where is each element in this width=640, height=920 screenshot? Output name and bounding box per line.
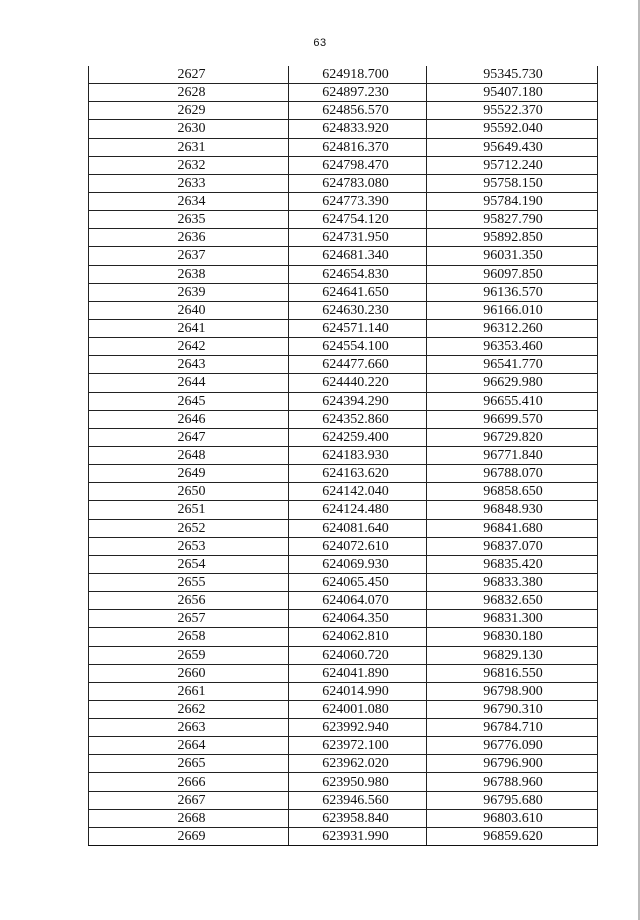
table-row	[89, 719, 598, 737]
row-number-cell: 2665	[89, 755, 289, 773]
x-coordinate-cell: 624571.140	[289, 319, 427, 337]
x-coordinate-cell: 623972.100	[289, 737, 427, 755]
row-number-cell: 2638	[89, 265, 289, 283]
row-number-cell: 2654	[89, 555, 289, 573]
x-coordinate-cell: 624654.830	[289, 265, 427, 283]
row-number-cell: 2657	[89, 610, 289, 628]
row-number-cell: 2628	[89, 84, 289, 102]
x-coordinate-cell: 624081.640	[289, 519, 427, 537]
table-row	[89, 229, 598, 247]
y-coordinate-cell: 96629.980	[427, 374, 598, 392]
row-number-cell: 2647	[89, 428, 289, 446]
y-coordinate-cell: 96771.840	[427, 446, 598, 464]
row-number-cell: 2635	[89, 211, 289, 229]
x-coordinate-cell: 624681.340	[289, 247, 427, 265]
x-coordinate-cell: 624440.220	[289, 374, 427, 392]
table-row	[89, 392, 598, 410]
x-coordinate-cell: 623950.980	[289, 773, 427, 791]
table-row	[89, 700, 598, 718]
row-number-cell: 2660	[89, 664, 289, 682]
y-coordinate-cell: 96795.680	[427, 791, 598, 809]
table-row	[89, 537, 598, 555]
row-number-cell: 2659	[89, 646, 289, 664]
y-coordinate-cell: 96829.130	[427, 646, 598, 664]
table-row	[89, 646, 598, 664]
x-coordinate-cell: 624064.070	[289, 592, 427, 610]
x-coordinate-cell: 624554.100	[289, 338, 427, 356]
table-row	[89, 519, 598, 537]
table-row	[89, 465, 598, 483]
y-coordinate-cell: 96097.850	[427, 265, 598, 283]
table-row	[89, 428, 598, 446]
row-number-cell: 2633	[89, 174, 289, 192]
row-number-cell: 2649	[89, 465, 289, 483]
y-coordinate-cell: 95345.730	[427, 66, 598, 84]
y-coordinate-cell: 96798.900	[427, 682, 598, 700]
y-coordinate-cell: 95712.240	[427, 156, 598, 174]
row-number-cell: 2627	[89, 66, 289, 84]
table-row	[89, 356, 598, 374]
x-coordinate-cell: 623931.990	[289, 827, 427, 845]
table-row	[89, 120, 598, 138]
row-number-cell: 2631	[89, 138, 289, 156]
row-number-cell: 2648	[89, 446, 289, 464]
y-coordinate-cell: 95649.430	[427, 138, 598, 156]
y-coordinate-cell: 96833.380	[427, 573, 598, 591]
y-coordinate-cell: 96841.680	[427, 519, 598, 537]
x-coordinate-cell: 624630.230	[289, 301, 427, 319]
y-coordinate-cell: 95784.190	[427, 192, 598, 210]
x-coordinate-cell: 624816.370	[289, 138, 427, 156]
x-coordinate-cell: 624731.950	[289, 229, 427, 247]
table-row	[89, 483, 598, 501]
y-coordinate-cell: 96166.010	[427, 301, 598, 319]
row-number-cell: 2646	[89, 410, 289, 428]
x-coordinate-cell: 624754.120	[289, 211, 427, 229]
row-number-cell: 2640	[89, 301, 289, 319]
coordinates-table-body	[89, 66, 598, 846]
x-coordinate-cell: 624394.290	[289, 392, 427, 410]
x-coordinate-cell: 624477.660	[289, 356, 427, 374]
y-coordinate-cell: 96816.550	[427, 664, 598, 682]
row-number-cell: 2661	[89, 682, 289, 700]
page-number: 63	[313, 37, 327, 49]
x-coordinate-cell: 624352.860	[289, 410, 427, 428]
row-number-cell: 2641	[89, 319, 289, 337]
table-row	[89, 682, 598, 700]
x-coordinate-cell: 624001.080	[289, 700, 427, 718]
x-coordinate-cell: 624833.920	[289, 120, 427, 138]
y-coordinate-cell: 96848.930	[427, 501, 598, 519]
x-coordinate-cell: 624064.350	[289, 610, 427, 628]
x-coordinate-cell: 624918.700	[289, 66, 427, 84]
x-coordinate-cell: 623946.560	[289, 791, 427, 809]
x-coordinate-cell: 624041.890	[289, 664, 427, 682]
table-row	[89, 265, 598, 283]
table-row	[89, 827, 598, 845]
y-coordinate-cell: 95827.790	[427, 211, 598, 229]
table-row	[89, 211, 598, 229]
row-number-cell: 2639	[89, 283, 289, 301]
table-row	[89, 84, 598, 102]
x-coordinate-cell: 624183.930	[289, 446, 427, 464]
x-coordinate-cell: 624060.720	[289, 646, 427, 664]
row-number-cell: 2667	[89, 791, 289, 809]
y-coordinate-cell: 96832.650	[427, 592, 598, 610]
y-coordinate-cell: 96655.410	[427, 392, 598, 410]
row-number-cell: 2652	[89, 519, 289, 537]
table-row	[89, 174, 598, 192]
y-coordinate-cell: 95407.180	[427, 84, 598, 102]
row-number-cell: 2669	[89, 827, 289, 845]
table-row	[89, 283, 598, 301]
y-coordinate-cell: 96858.650	[427, 483, 598, 501]
row-number-cell: 2664	[89, 737, 289, 755]
table-row	[89, 156, 598, 174]
table-row	[89, 501, 598, 519]
table-row	[89, 301, 598, 319]
row-number-cell: 2637	[89, 247, 289, 265]
row-number-cell: 2629	[89, 102, 289, 120]
row-number-cell: 2643	[89, 356, 289, 374]
x-coordinate-cell: 624773.390	[289, 192, 427, 210]
table-row	[89, 809, 598, 827]
row-number-cell: 2655	[89, 573, 289, 591]
y-coordinate-cell: 96541.770	[427, 356, 598, 374]
coordinates-table	[88, 66, 598, 846]
y-coordinate-cell: 96699.570	[427, 410, 598, 428]
row-number-cell: 2644	[89, 374, 289, 392]
row-number-cell: 2642	[89, 338, 289, 356]
y-coordinate-cell: 96835.420	[427, 555, 598, 573]
table-row	[89, 592, 598, 610]
x-coordinate-cell: 624783.080	[289, 174, 427, 192]
row-number-cell: 2666	[89, 773, 289, 791]
table-row	[89, 628, 598, 646]
table-row	[89, 138, 598, 156]
row-number-cell: 2668	[89, 809, 289, 827]
y-coordinate-cell: 96837.070	[427, 537, 598, 555]
row-number-cell: 2663	[89, 719, 289, 737]
table-row	[89, 446, 598, 464]
y-coordinate-cell: 95592.040	[427, 120, 598, 138]
y-coordinate-cell: 96788.960	[427, 773, 598, 791]
row-number-cell: 2662	[89, 700, 289, 718]
table-row	[89, 610, 598, 628]
y-coordinate-cell: 96790.310	[427, 700, 598, 718]
y-coordinate-cell: 96729.820	[427, 428, 598, 446]
table-row	[89, 573, 598, 591]
y-coordinate-cell: 95522.370	[427, 102, 598, 120]
row-number-cell: 2651	[89, 501, 289, 519]
row-number-cell: 2645	[89, 392, 289, 410]
table-row	[89, 737, 598, 755]
table-row	[89, 338, 598, 356]
x-coordinate-cell: 624142.040	[289, 483, 427, 501]
row-number-cell: 2632	[89, 156, 289, 174]
row-number-cell: 2656	[89, 592, 289, 610]
table-row	[89, 247, 598, 265]
y-coordinate-cell: 96788.070	[427, 465, 598, 483]
x-coordinate-cell: 624897.230	[289, 84, 427, 102]
table-row	[89, 374, 598, 392]
table-row	[89, 102, 598, 120]
row-number-cell: 2658	[89, 628, 289, 646]
row-number-cell: 2636	[89, 229, 289, 247]
x-coordinate-cell: 624065.450	[289, 573, 427, 591]
table-row	[89, 192, 598, 210]
y-coordinate-cell: 96796.900	[427, 755, 598, 773]
y-coordinate-cell: 96031.350	[427, 247, 598, 265]
table-row	[89, 791, 598, 809]
y-coordinate-cell: 96136.570	[427, 283, 598, 301]
x-coordinate-cell: 624259.400	[289, 428, 427, 446]
y-coordinate-cell: 96312.260	[427, 319, 598, 337]
x-coordinate-cell: 623962.020	[289, 755, 427, 773]
row-number-cell: 2634	[89, 192, 289, 210]
table-row	[89, 755, 598, 773]
y-coordinate-cell: 96353.460	[427, 338, 598, 356]
y-coordinate-cell: 95758.150	[427, 174, 598, 192]
x-coordinate-cell: 624641.650	[289, 283, 427, 301]
y-coordinate-cell: 96784.710	[427, 719, 598, 737]
y-coordinate-cell: 96830.180	[427, 628, 598, 646]
table-row	[89, 773, 598, 791]
x-coordinate-cell: 624163.620	[289, 465, 427, 483]
y-coordinate-cell: 95892.850	[427, 229, 598, 247]
y-coordinate-cell: 96859.620	[427, 827, 598, 845]
x-coordinate-cell: 624798.470	[289, 156, 427, 174]
table-row	[89, 555, 598, 573]
x-coordinate-cell: 624072.610	[289, 537, 427, 555]
table-row	[89, 319, 598, 337]
x-coordinate-cell: 624062.810	[289, 628, 427, 646]
row-number-cell: 2630	[89, 120, 289, 138]
table-row	[89, 664, 598, 682]
table-row	[89, 410, 598, 428]
x-coordinate-cell: 624069.930	[289, 555, 427, 573]
y-coordinate-cell: 96831.300	[427, 610, 598, 628]
y-coordinate-cell: 96776.090	[427, 737, 598, 755]
y-coordinate-cell: 96803.610	[427, 809, 598, 827]
x-coordinate-cell: 624856.570	[289, 102, 427, 120]
x-coordinate-cell: 624124.480	[289, 501, 427, 519]
row-number-cell: 2653	[89, 537, 289, 555]
table-row	[89, 66, 598, 84]
x-coordinate-cell: 623992.940	[289, 719, 427, 737]
x-coordinate-cell: 624014.990	[289, 682, 427, 700]
row-number-cell: 2650	[89, 483, 289, 501]
x-coordinate-cell: 623958.840	[289, 809, 427, 827]
